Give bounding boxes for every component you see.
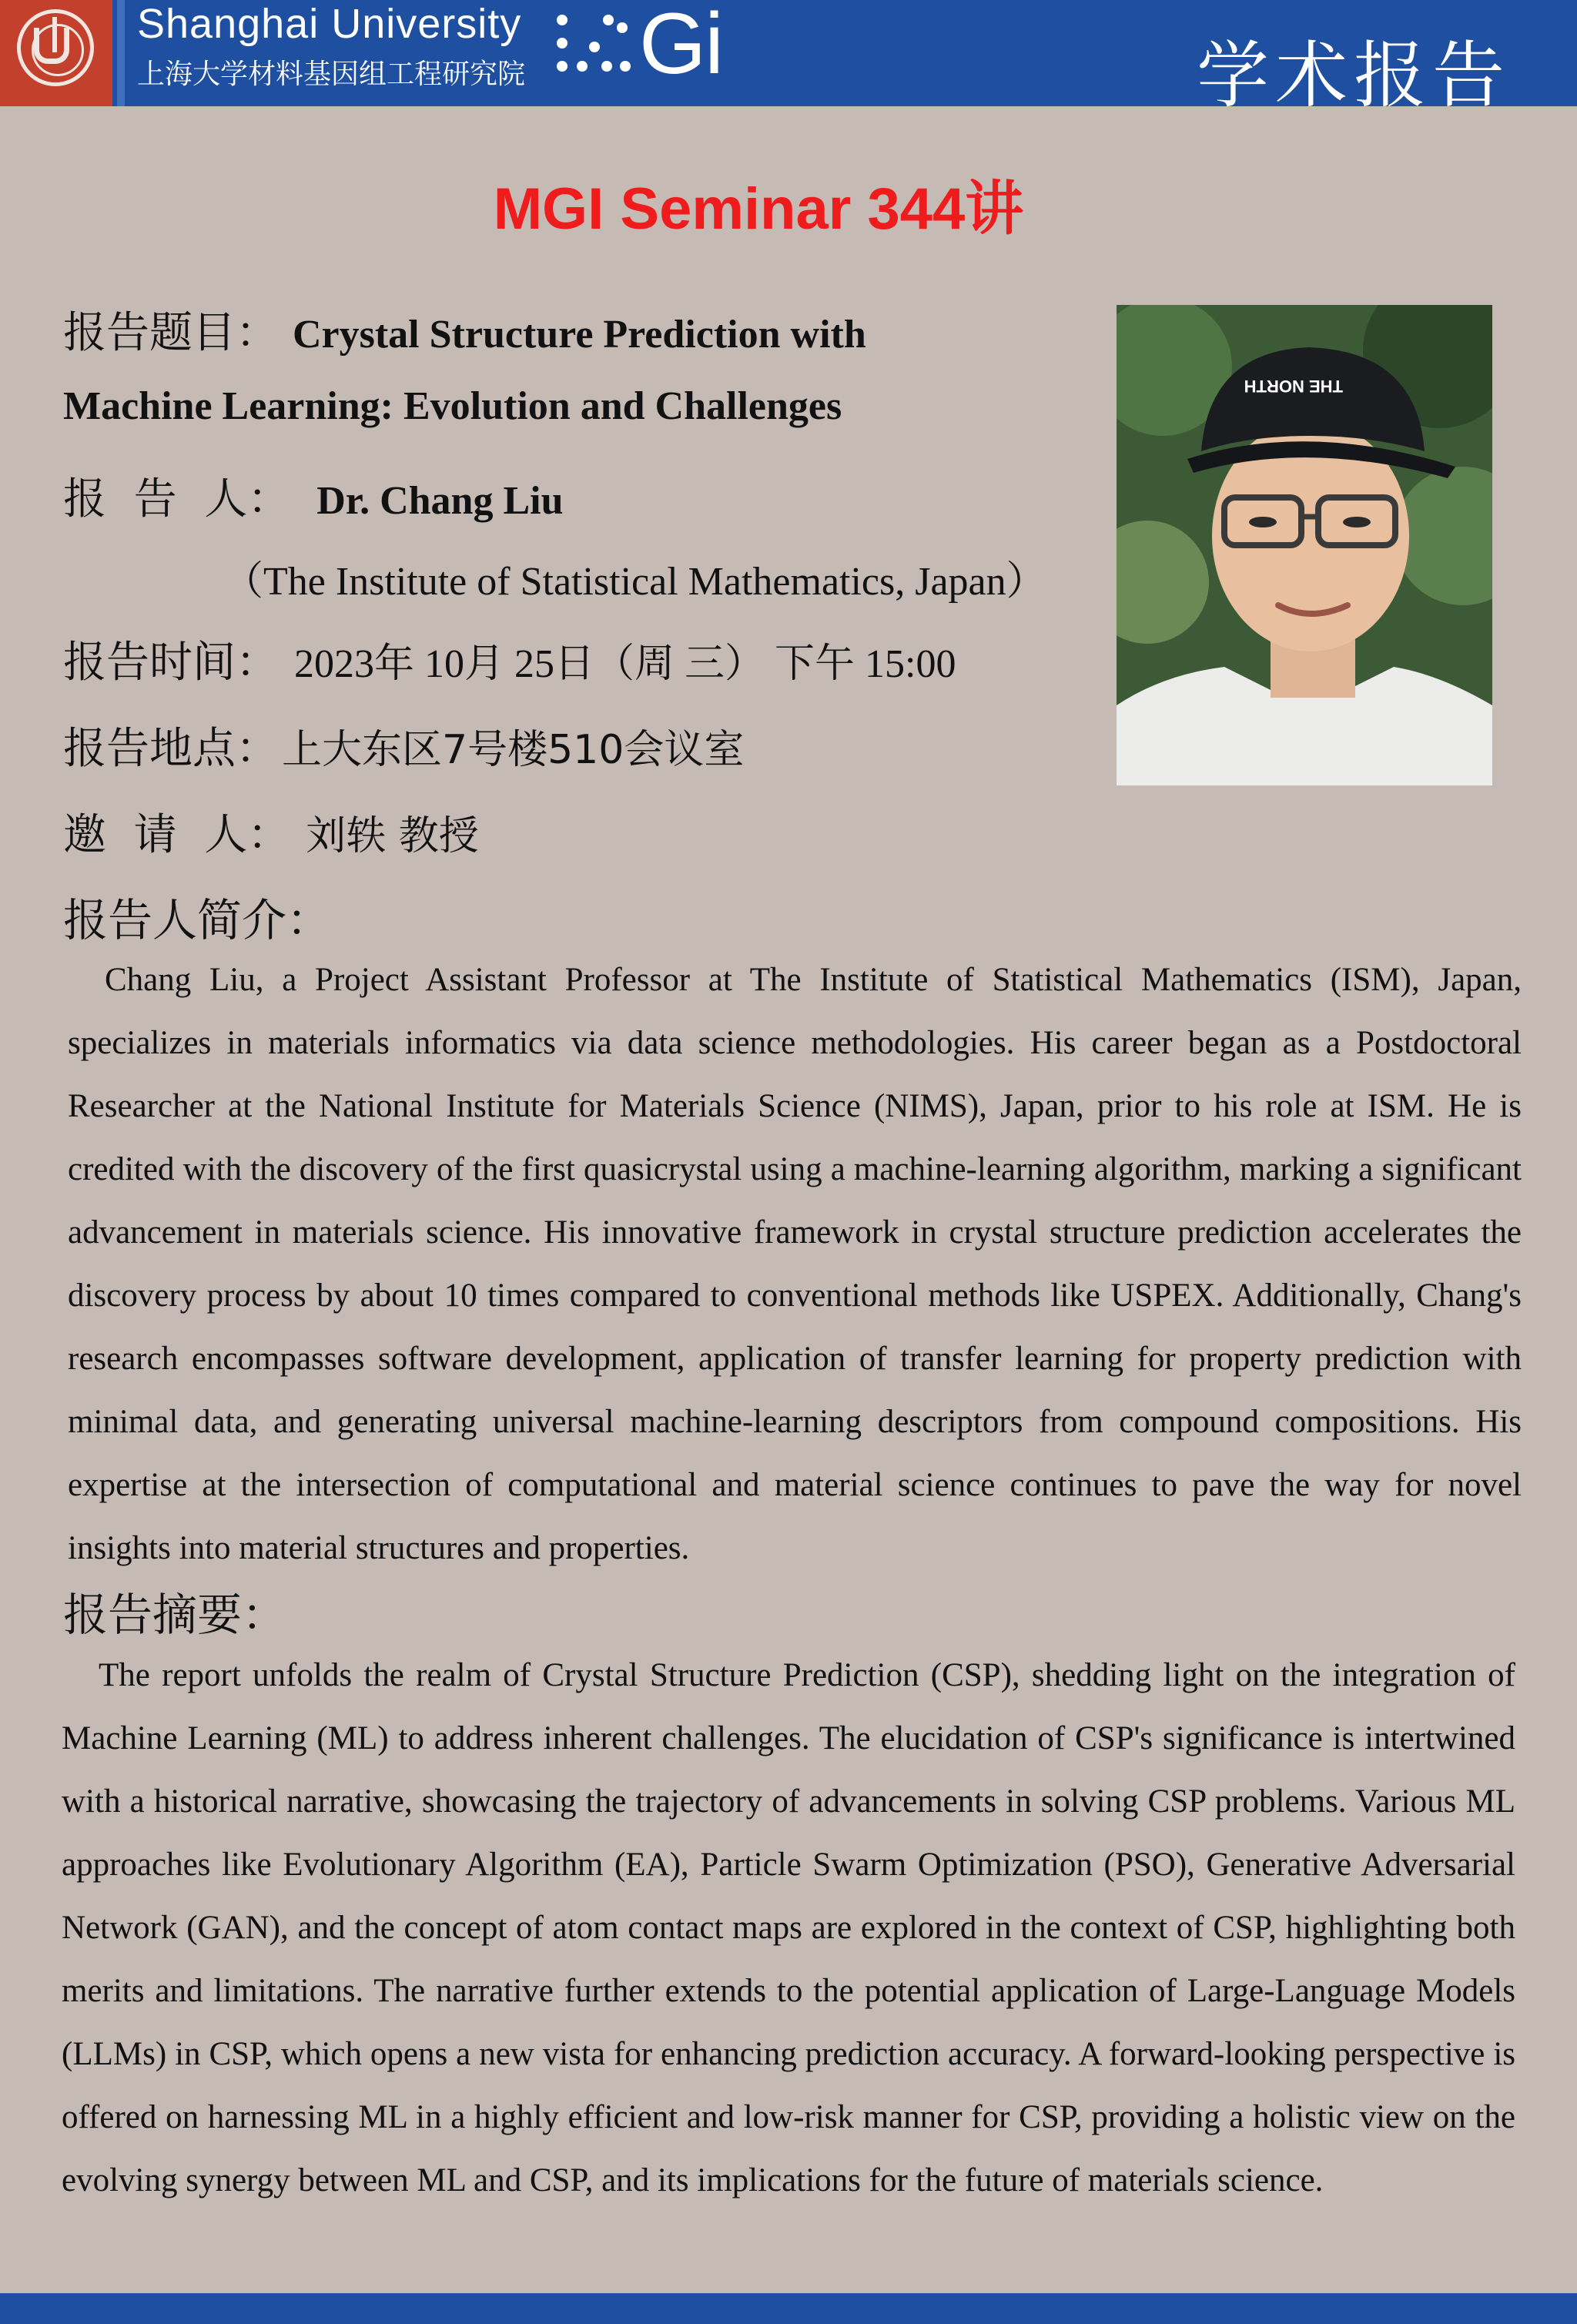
topic-line1: Crystal Structure Prediction with (293, 313, 866, 357)
header-divider (117, 0, 125, 106)
bio-heading: 报告人简介： (63, 894, 332, 946)
speaker-row (63, 465, 564, 527)
speaker-portrait-image (1117, 305, 1492, 785)
host-label: 邀 请 人： (63, 810, 291, 860)
footer-bar (0, 2293, 1577, 2324)
host-value: 刘轶 教授 (306, 813, 479, 859)
speaker-name: Dr. Chang Liu (316, 479, 564, 523)
bio-paragraph: Chang Liu, a Project Assistant Professor at The Institute of Statistical Mathematics (ISM), Japan, specializes in materials informatics via data science methodologies. His career began as a Postdoctoral Researcher at the National Institute for Materials Science (NIMS), Japan, prior to his role at ISM. He is credited with the discovery of the first quasicrystal using a machine-learning algorithm, marking a significant advancement in materials science. His innovative framework in crystal structure prediction accelerates the discovery process by about 10 times compared to conventional methods like USPEX. Additionally, Chang's research encompasses software development, application of transfer learning for property prediction with minimal data, and generating universal machine-learning descriptors from compound compositions. His expertise at the intersection of computational and material science continues to pave the way for novel insights into material structures and properties. (68, 962, 1522, 1566)
seal-stem-mark (52, 17, 57, 52)
abstract-heading: 报告摘要： (63, 1589, 287, 1641)
university-seal-logo (0, 0, 112, 106)
speaker-photo (1117, 305, 1492, 785)
topic-row-2 (63, 383, 842, 429)
time-row (63, 628, 956, 690)
time-value: 2023年 10月 25日（周 三） 下午 15:00 (294, 642, 956, 686)
host-row (63, 801, 479, 862)
university-name-zh: 上海大学材料基因组工程研究院 (137, 59, 526, 90)
venue-row (63, 715, 744, 776)
speaker-label: 报 告 人： (63, 474, 291, 524)
venue-label: 报告地点： (63, 724, 279, 774)
topic-row (63, 299, 866, 360)
svg-text:THE NORTH: THE NORTH (1244, 377, 1343, 396)
affiliation-row (223, 548, 1046, 606)
seal-u-mark (34, 28, 69, 64)
topic-label: 报告题目： (63, 308, 279, 358)
venue-value: 上大东区7号楼510会议室 (282, 727, 745, 773)
university-name-en: Shanghai University (137, 1, 522, 47)
mgi-logo-text: Gi (639, 0, 722, 92)
seminar-title: MGI Seminar 344讲 (493, 176, 1024, 242)
abstract-paragraph: The report unfolds the realm of Crystal Structure Prediction (CSP), shedding light on the integration of Machine Learning (ML) to address inherent challenges. The elucidation of CSP's significance is intertwined with a historical narrative, showcasing the trajectory of advancements in solving CSP problems. Various ML approaches like Evolutionary Algorithm (EA), Particle Swarm Optimization (PSO), Generative Adversarial Network (GAN), and the concept of atom contact maps are explored in the context of CSP, highlighting both merits and limitations. The narrative further extends to the potential application of Large-Language Models (LLMs) in CSP, which opens a new vista for enhancing prediction accuracy. A forward-looking perspective is offered on harnessing ML in a highly efficient and low-risk manner for CSP, providing a holistic view on the evolving synergy between ML and CSP, and its implications for the future of materials science. (62, 1657, 1515, 2198)
header-banner (0, 0, 1577, 118)
time-label: 报告时间： (63, 638, 279, 688)
banner-title: 学术报告 (1196, 34, 1511, 118)
topic-line2: Machine Learning: Evolution and Challenges (63, 384, 842, 428)
speaker-affiliation: （The Institute of Statistical Mathematics, Japan） (223, 560, 1046, 604)
